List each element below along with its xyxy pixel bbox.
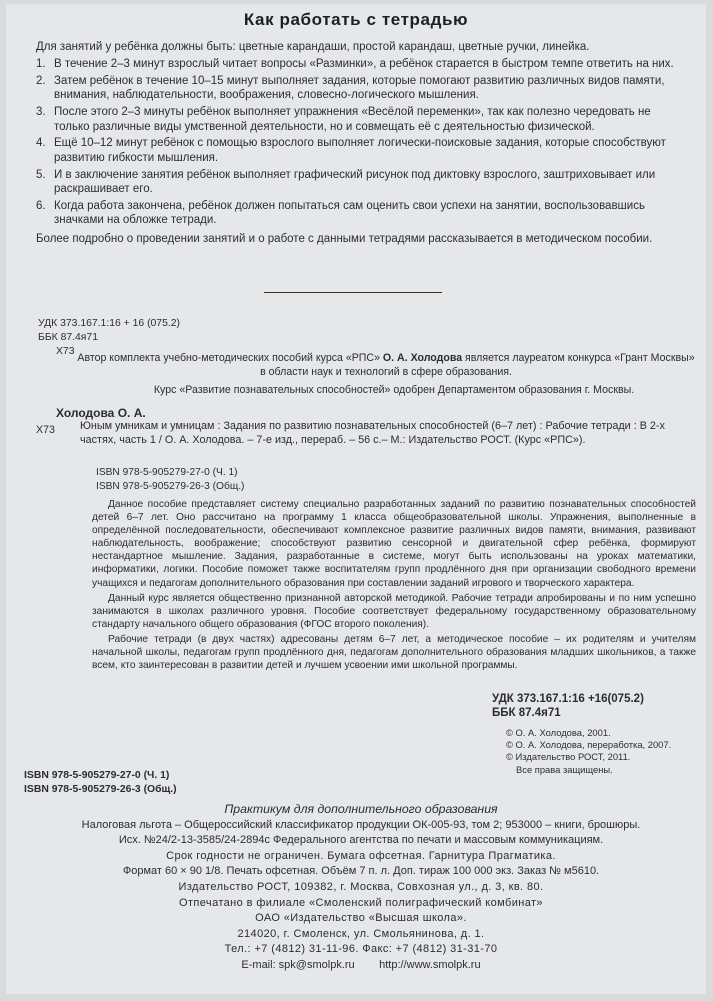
copyright-line: © Издательство РОСТ, 2011. <box>506 751 631 763</box>
imprint-line: Формат 60 × 90 1/8. Печать офсетная. Объём 7 п. л. Доп. тираж 100 000 экз. Заказ № м5610. <box>122 865 600 878</box>
intro-paragraph: Для занятий у ребёнка должны быть: цветные карандаши, простой карандаш, цветные ручки, линейка. <box>36 41 590 53</box>
imprint-line: ОАО «Издательство «Высшая школа». <box>255 912 467 925</box>
copyright-line: © О. А. Холодова, переработка, 2007. <box>506 739 672 751</box>
abstract-paragraph: Данное пособие представляет систему специально разработанных заданий по развитию познавательных способностей детей 6–7 лет. Оно рассчитано на программу 1 класса общеобразовательной школы. Упражнения, выполненные в определённой последовательности, обеспечивают комплексное развитие различных видов памяти, внимания, развивают наблюдательность, воображение; способствуют развитию сенсорной и двигательной сфер ребёнка, формируют нестандартное мышление. Задания, разработанные в системе, могут быть использованы на уроках математики, информатики, логики. Пособие поможет также воспитателям групп продлённого дня при организации свободного времени учащихся и педагогам дополнительного образования при составлении заданий игрового и творческого характера. <box>92 499 696 589</box>
instruction-item <box>36 105 676 134</box>
method-note: Более подробно о проведении занятий и о работе с данными тетрадями рассказывается в методическом пособии. <box>36 232 653 245</box>
instructions-section <box>36 40 676 249</box>
rights-reserved: Все права защищены. <box>516 763 613 775</box>
bbk-code-bold: ББК 87.4я71 <box>492 707 561 719</box>
website-link[interactable]: http://www.smolpk.ru <box>379 958 481 971</box>
isbn-set: ISBN 978-5-905279-26-3 (Общ.) <box>96 481 245 492</box>
imprint-line: Тел.: +7 (4812) 31-11-96. Факс: +7 (4812) 31-31-70 <box>224 943 498 956</box>
udc-code: УДК 373.167.1:16 + 16 (075.2) <box>38 318 180 329</box>
copyright-line: © О. А. Холодова, 2001. <box>506 727 611 738</box>
item-number: 3. <box>36 106 46 119</box>
imprint-line: Издательство РОСТ, 109382, г. Москва, Совхозная ул., д. 3, кв. 80. <box>178 880 544 893</box>
imprint-line: Срок годности не ограничен. Бумага офсетная. Гарнитура Прагматика. <box>166 849 556 862</box>
section-divider <box>264 292 442 293</box>
author-name: О. А. Холодова <box>382 352 463 364</box>
author-heading: Холодова О. А. <box>56 406 146 420</box>
imprint-line: Исх. №24/2-13-3585/24-2894с Федерального агентства по печати и массовым коммуникациям. <box>118 834 604 847</box>
imprint-line: Отпечатано в филиале «Смоленский полиграфический комбинат» <box>179 896 543 909</box>
author-note-text: Автор комплекта учебно-методических пособий курса «РПС» <box>77 352 383 364</box>
isbn-part: ISBN 978-5-905279-27-0 (Ч. 1) <box>96 467 238 478</box>
item-text: И в заключение занятия ребёнок выполняет графический рисунок под диктовку взрослого, заштриховывает или раскрашивает его. <box>54 168 656 196</box>
bibliographic-record: Юным умникам и умницам : Задания по развитию познавательных способностей (6–7 лет) : Рабочие тетради : В 2-х частях, часть 1 / О. А. Холодова. – 7-е изд., перераб. – 56 с.– М.: Издательство РОСТ. (Курс «РПС»). <box>80 420 665 446</box>
imprint-block <box>36 802 686 974</box>
author-index: Х73 <box>56 346 75 357</box>
item-text: Ещё 10–12 минут ребёнок с помощью взрослого выполняет логически-поисковые задания, которые способствуют развитию гибкости мышления. <box>54 137 666 164</box>
item-number: 2. <box>36 74 46 87</box>
item-text: Когда работа закончена, ребёнок должен попытаться сам оценить свои успехи на занятии, воспользовавшись значками на обложке тетради. <box>54 200 645 227</box>
instruction-item <box>36 199 676 228</box>
abstract <box>92 498 696 674</box>
item-number: 1. <box>36 57 46 70</box>
copyright-block <box>506 727 671 776</box>
abstract-paragraph: Рабочие тетради (в двух частях) адресованы детям 6–7 лет, а методическое пособие – их родителям и учителям начальной школы, педагогам групп продлённого дня, педагогам дополнительного образования младших школьников, а также всем, кто заинтересован в развитии детей и лучшем усвоении ими школьной программы. <box>92 633 696 672</box>
item-text: В течение 2–3 минут взрослый читает вопросы «Разминки», а ребёнок старается в быстром темпе ответить на них. <box>54 57 674 70</box>
imprint-line: 214020, г. Смоленск, ул. Смольянинова, д. 1. <box>237 927 485 940</box>
instruction-item <box>36 57 676 71</box>
instruction-item <box>36 168 676 197</box>
author-award-note <box>76 352 696 379</box>
isbn-part-bold: ISBN 978-5-905279-27-0 (Ч. 1) <box>24 770 170 781</box>
abstract-paragraph: Данный курс является общественно признанной авторской методикой. Рабочие тетради апробированы и по ним успешно занимаются в школах различного уровня. Пособие соответствует федеральному государственному образовательному стандарту начального общего образования (ФГОС второго поколения). <box>92 592 696 630</box>
author-note-text: является лауреатом конкурса «Грант Москвы» в области наук и технологий в сфере образования. <box>260 352 695 378</box>
instruction-item <box>36 136 676 165</box>
page-title: Как работать с тетрадью <box>243 10 469 29</box>
book-page <box>6 4 706 994</box>
udc-code-bold: УДК 373.167.1:16 +16(075.2) <box>492 693 644 705</box>
author-index: Х73 <box>36 424 55 436</box>
item-text: Затем ребёнок в течение 10–15 минут выполняет задания, которые помогают развитию различных видов памяти, внимания, наблюдательности, воображения, словесно-логического мышления. <box>54 74 665 102</box>
isbn-set-bold: ISBN 978-5-905279-26-3 (Общ.) <box>24 784 177 795</box>
series-title: Практикум для дополнительного образования <box>224 802 498 816</box>
item-number: 5. <box>36 168 46 181</box>
bbk-code: ББК 87.4я71 <box>38 332 98 343</box>
item-text: После этого 2–3 минуты ребёнок выполняет упражнения «Весёлой переменки», так как полезно чередовать не только различные виды умственной деятельности, но и совмещать её с деятельностью физической. <box>54 106 651 133</box>
contact-row <box>36 958 686 974</box>
item-number: 6. <box>36 200 46 213</box>
email-link[interactable]: E-mail: spk@smolpk.ru <box>241 958 355 971</box>
course-approval: Курс «Развитие познавательных способностей» одобрен Департаментом образования г. Москвы. <box>153 384 635 396</box>
instruction-item <box>36 74 676 103</box>
item-number: 4. <box>36 137 46 150</box>
imprint-line: Налоговая льгота – Общероссийский классификатор продукции ОК-005-93, том 2; 953000 – книги, брошюры. <box>81 818 641 831</box>
